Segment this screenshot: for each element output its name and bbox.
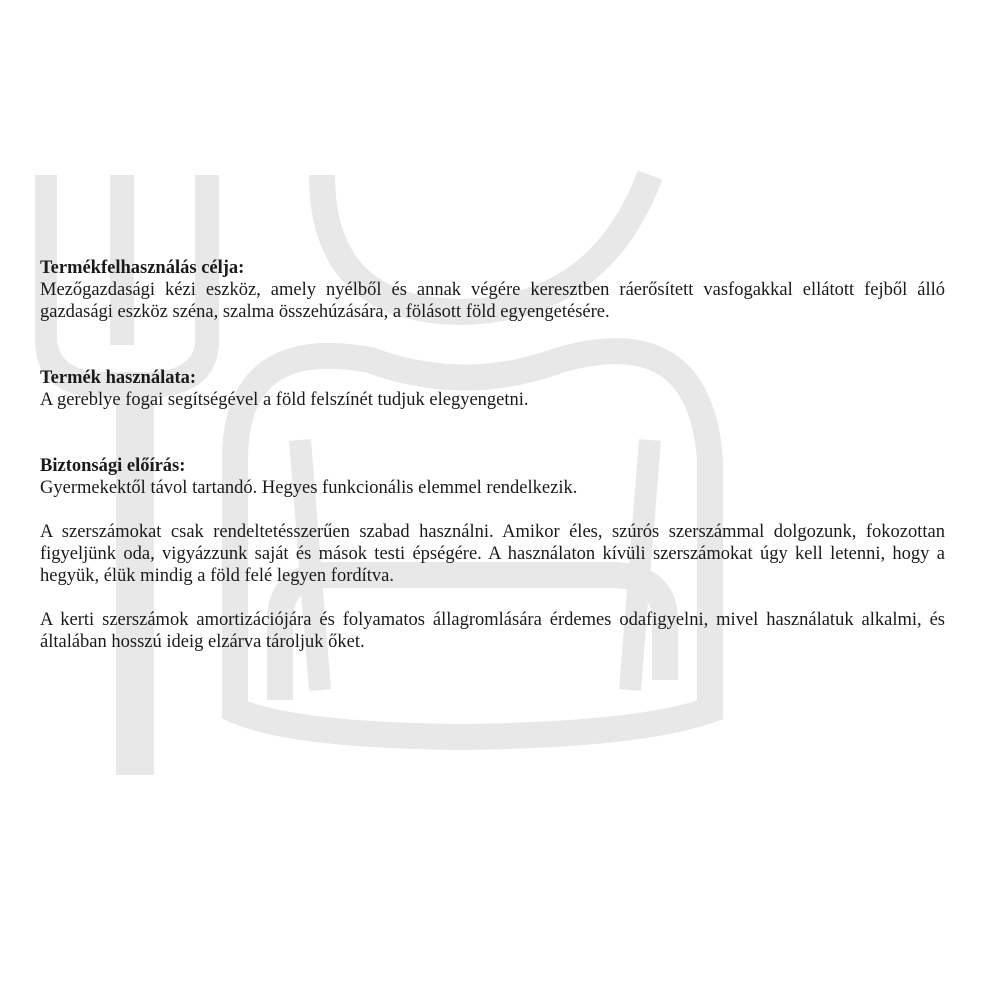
section-purpose xyxy=(40,257,945,323)
section-text: Gyermekektől távol tartandó. Hegyes funkcionális elemmel rendelkezik. xyxy=(40,478,578,498)
section-text: Mezőgazdasági kézi eszköz, amely nyélből és annak végére keresztben ráerősített vasfogakkal ellátott fejből álló gazdasági eszköz széna, szalma összehúzására, a fölásott föld egyengetésére. xyxy=(40,280,945,322)
paragraph-tool-handling: A szerszámokat csak rendeltetésszerűen szabad használni. Amikor éles, szúrós szerszámmal dolgozunk, fokozottan figyeljünk oda, vigyázzunk saját és mások testi épségére. A használaton kívüli szerszámokat úgy kell letenni, hogy a hegyük, élük mindig a föld felé legyen fordítva. xyxy=(40,522,945,586)
section-text: A gereblye fogai segítségével a föld felszínét tudjuk elegyengetni. xyxy=(40,390,529,410)
section-heading: Termék használata: xyxy=(40,368,197,388)
spacer xyxy=(40,499,945,521)
section-usage xyxy=(40,367,945,411)
spacer xyxy=(40,587,945,609)
section-heading: Biztonsági előírás: xyxy=(40,456,186,476)
spacer xyxy=(40,323,945,367)
section-heading: Termékfelhasználás célja: xyxy=(40,258,245,278)
spacer xyxy=(40,411,945,455)
paragraph-tool-maintenance: A kerti szerszámok amortizációjára és folyamatos állagromlására érdemes odafigyelni, mivel használatuk alkalmi, és általában hosszú ideig elzárva tároljuk őket. xyxy=(40,610,945,652)
document-body xyxy=(40,257,945,653)
section-safety xyxy=(40,455,945,499)
